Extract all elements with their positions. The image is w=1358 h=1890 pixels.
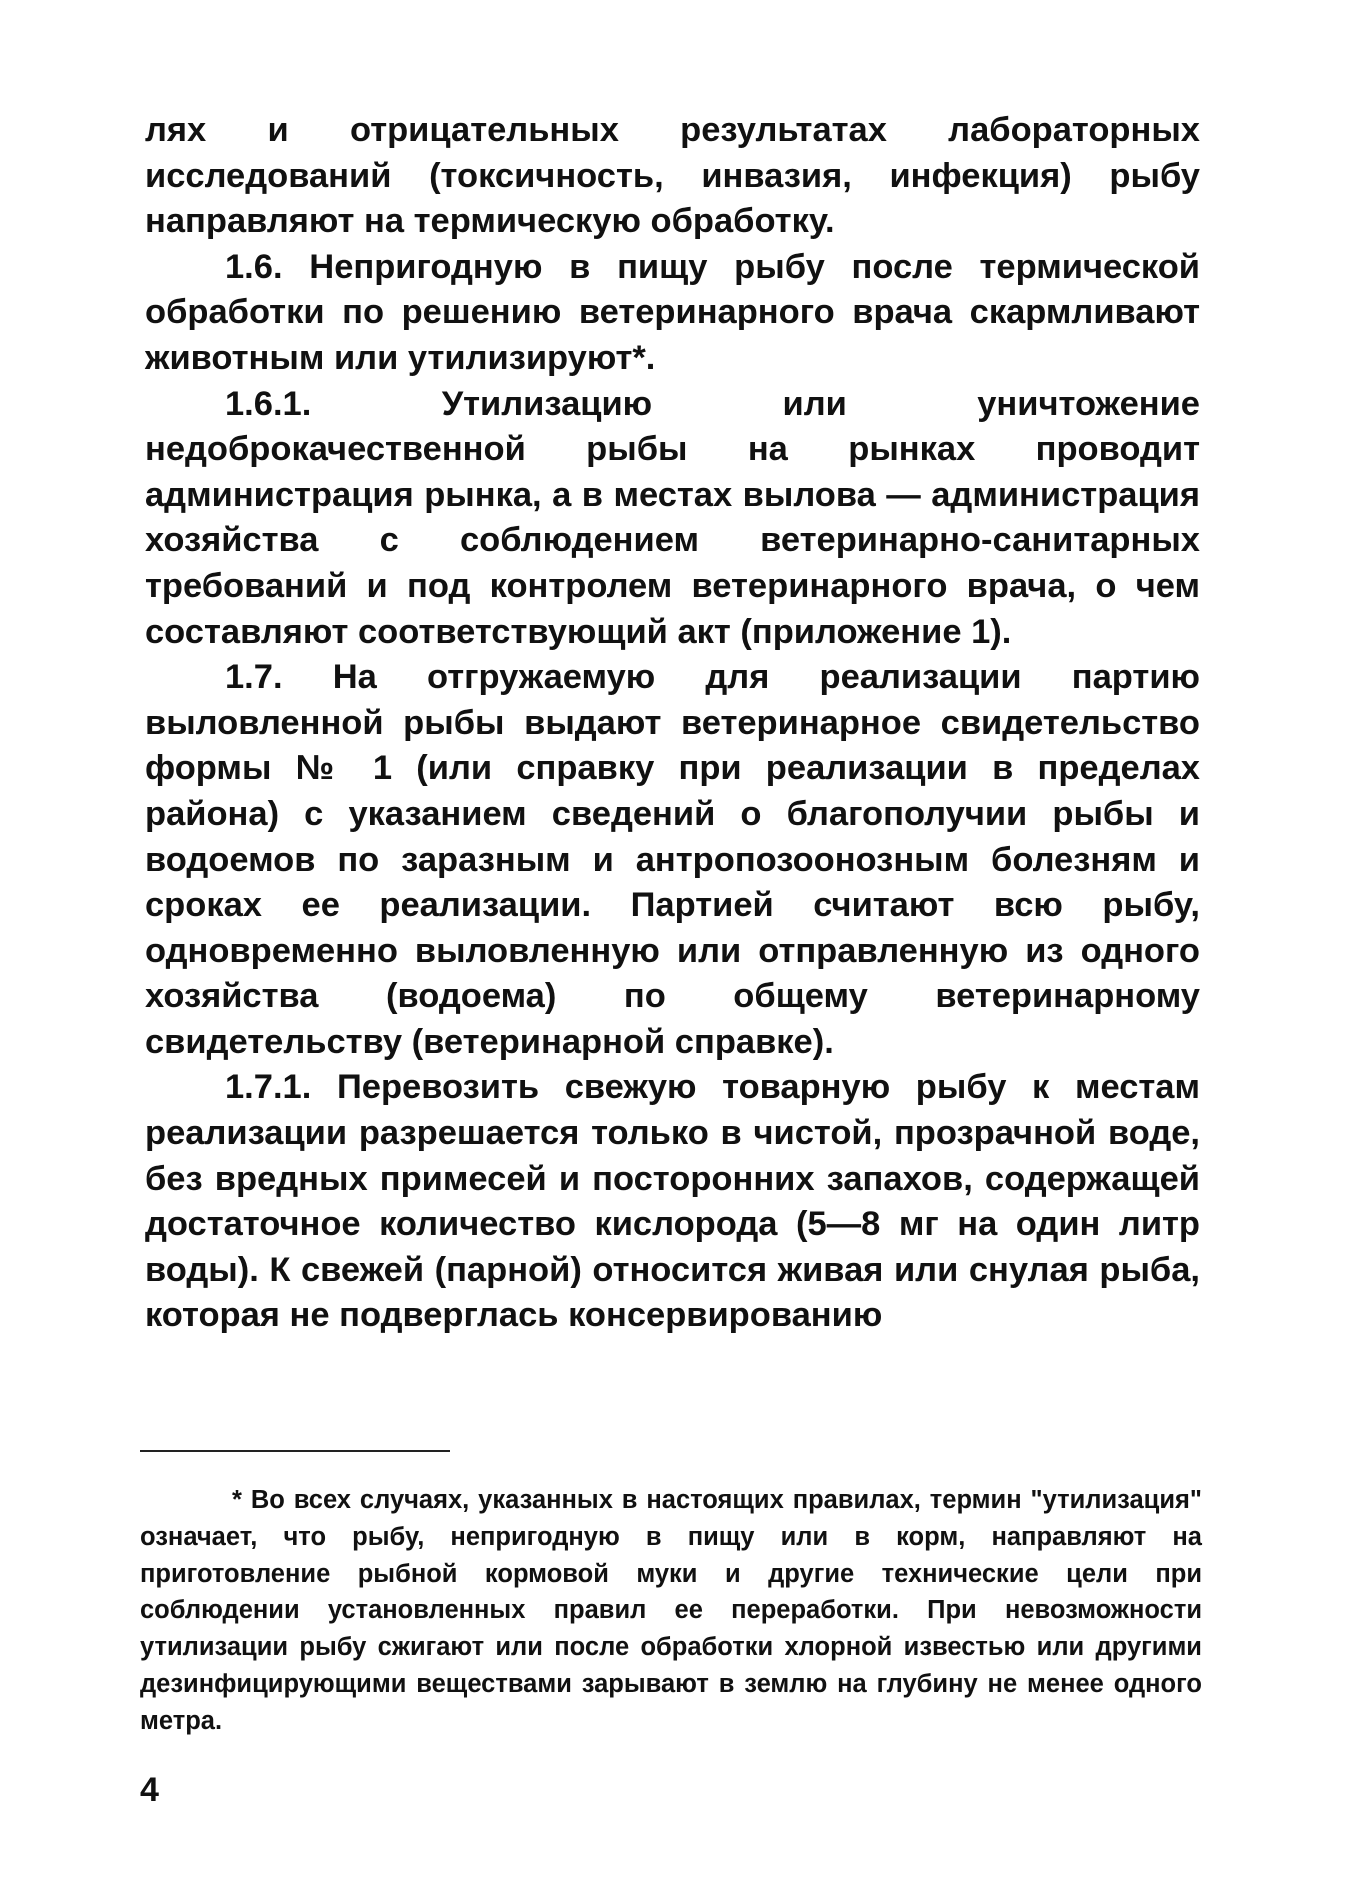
paragraph-section-1-6-1: 1.6.1. Утилизацию или уничтожение недоброкачественной рыбы на рынках проводит администрация рынка, а в местах вылова — администрация хозяйства с соблюдением ветеринарно-санитарных требований и под контролем ветеринарного врача, о чем составляют соответствующий акт (приложение 1). xyxy=(145,384,1200,651)
footnote-divider xyxy=(140,1450,450,1452)
footnote: * Во всех случаях, указанных в настоящих правилах, термин "утилизация" означает, что рыбу, непригодную в пищу или в корм, направляют на приготовление рыбной кормовой муки и другие технические цели при соблюдении установленных правил ее переработки. При невозможности утилизации рыбу сжигают или после обработки хлорной известью или другими дезинфицирующими веществами зарывают в землю на глубину не менее одного метра. xyxy=(140,1486,1202,1735)
paragraph-section-1-6: 1.6. Непригодную в пищу рыбу после термической обработки по решению ветеринарного врача скармливают животным или утилизируют*. xyxy=(145,247,1200,377)
body-text xyxy=(145,108,1200,1339)
paragraph-continuation: лях и отрицательных результатах лабораторных исследований (токсичность, инвазия, инфекция) рыбу направляют на термическую обработку. xyxy=(145,111,1200,241)
paragraph-section-1-7: 1.7. На отгружаемую для реализации партию выловленной рыбы выдают ветеринарное свидетельство формы № 1 (или справку при реализации в пределах района) с указанием сведений о благополучии рыбы и водоемов по заразным и антропозоонозным болезням и сроках ее реализации. Партией считают всю рыбу, одновременно выловленную или отправленную из одного хозяйства (водоема) по общему ветеринарному свидетельству (ветеринарной справке). xyxy=(145,658,1200,1061)
page-number: 4 xyxy=(140,1771,159,1809)
paragraph-section-1-7-1: 1.7.1. Перевозить свежую товарную рыбу к местам реализации разрешается только в чистой, прозрачной воде, без вредных примесей и посторонних запахов, содержащей достаточное количество кислорода (5—8 мг на один литр воды). К свежей (парной) относится живая или снулая рыба, которая не подверглась консервированию xyxy=(145,1068,1200,1335)
